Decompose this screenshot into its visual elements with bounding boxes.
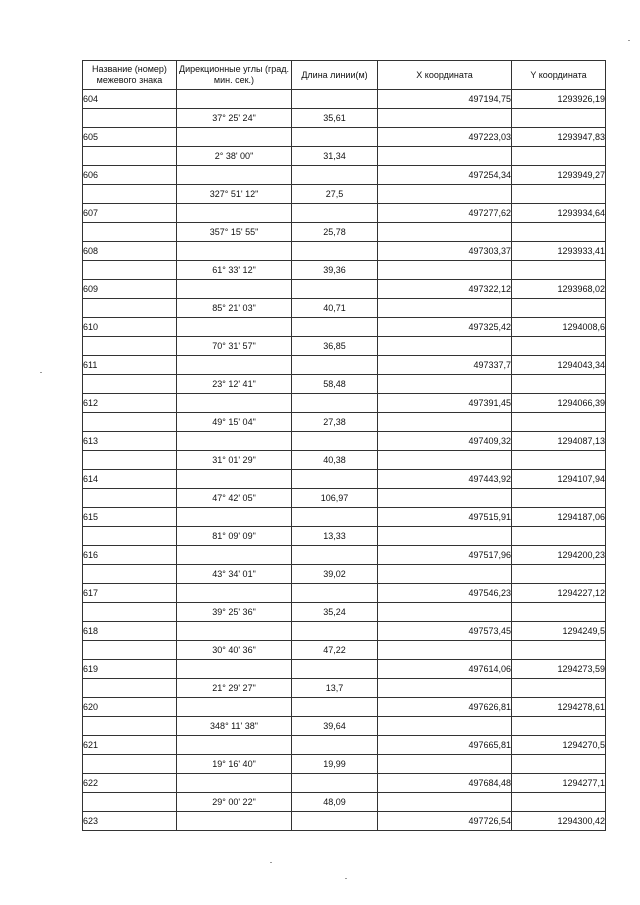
line-length-cell: 35,61	[292, 109, 378, 128]
mark-name-cell: 611	[83, 356, 177, 375]
direction-angle-cell: 30° 40' 36"	[177, 641, 292, 660]
mark-name-cell	[83, 261, 177, 280]
y-coordinate-cell: 1293968,02	[512, 280, 606, 299]
direction-angle-cell: 357° 15' 55"	[177, 223, 292, 242]
line-segment-row	[83, 489, 606, 508]
line-length-cell: 19,99	[292, 755, 378, 774]
direction-angle-cell	[177, 356, 292, 375]
x-coordinate-cell: 497665,81	[378, 736, 512, 755]
direction-angle-cell	[177, 546, 292, 565]
y-coordinate-cell: 1294273,59	[512, 660, 606, 679]
direction-angle-cell: 37° 25' 24"	[177, 109, 292, 128]
y-coordinate-cell	[512, 565, 606, 584]
line-length-cell: 40,38	[292, 451, 378, 470]
y-coordinate-cell	[512, 717, 606, 736]
scan-speck	[40, 372, 42, 373]
line-length-cell	[292, 204, 378, 223]
mark-name-cell: 620	[83, 698, 177, 717]
x-coordinate-cell: 497515,91	[378, 508, 512, 527]
y-coordinate-cell: 1294227,12	[512, 584, 606, 603]
boundary-mark-row	[83, 166, 606, 185]
direction-angle-cell: 348° 11' 38"	[177, 717, 292, 736]
boundary-mark-row	[83, 774, 606, 793]
direction-angle-cell	[177, 242, 292, 261]
line-length-cell	[292, 128, 378, 147]
line-segment-row	[83, 413, 606, 432]
line-length-cell: 27,5	[292, 185, 378, 204]
line-segment-row	[83, 147, 606, 166]
direction-angle-cell: 29° 00' 22"	[177, 793, 292, 812]
y-coordinate-cell	[512, 261, 606, 280]
y-coordinate-cell	[512, 337, 606, 356]
x-coordinate-cell	[378, 451, 512, 470]
line-segment-row	[83, 527, 606, 546]
mark-name-cell: 608	[83, 242, 177, 261]
x-coordinate-cell: 497322,12	[378, 280, 512, 299]
x-coordinate-cell: 497546,23	[378, 584, 512, 603]
y-coordinate-cell: 1294300,42	[512, 812, 606, 831]
line-segment-row	[83, 375, 606, 394]
mark-name-cell: 613	[83, 432, 177, 451]
mark-name-cell: 617	[83, 584, 177, 603]
boundary-mark-row	[83, 242, 606, 261]
boundary-mark-row	[83, 356, 606, 375]
mark-name-cell: 616	[83, 546, 177, 565]
line-length-cell: 39,64	[292, 717, 378, 736]
x-coordinate-cell	[378, 527, 512, 546]
boundary-mark-row	[83, 736, 606, 755]
line-length-cell: 47,22	[292, 641, 378, 660]
line-segment-row	[83, 641, 606, 660]
direction-angle-cell: 39° 25' 36"	[177, 603, 292, 622]
line-segment-row	[83, 603, 606, 622]
header-y-coordinate: Y координата	[512, 61, 606, 90]
direction-angle-cell: 2° 38' 00"	[177, 147, 292, 166]
y-coordinate-cell: 1293949,27	[512, 166, 606, 185]
line-length-cell: 35,24	[292, 603, 378, 622]
direction-angle-cell	[177, 508, 292, 527]
line-segment-row	[83, 299, 606, 318]
line-length-cell: 36,85	[292, 337, 378, 356]
x-coordinate-cell: 497391,45	[378, 394, 512, 413]
boundary-mark-row	[83, 546, 606, 565]
mark-name-cell: 614	[83, 470, 177, 489]
boundary-mark-row	[83, 660, 606, 679]
line-segment-row	[83, 565, 606, 584]
mark-name-cell	[83, 223, 177, 242]
line-length-cell	[292, 166, 378, 185]
line-segment-row	[83, 451, 606, 470]
y-coordinate-cell: 1294270,5	[512, 736, 606, 755]
line-length-cell	[292, 90, 378, 109]
y-coordinate-cell: 1294277,1	[512, 774, 606, 793]
x-coordinate-cell: 497614,06	[378, 660, 512, 679]
y-coordinate-cell	[512, 489, 606, 508]
x-coordinate-cell	[378, 413, 512, 432]
y-coordinate-cell	[512, 147, 606, 166]
mark-name-cell	[83, 185, 177, 204]
line-length-cell: 31,34	[292, 147, 378, 166]
direction-angle-cell	[177, 698, 292, 717]
line-length-cell	[292, 280, 378, 299]
line-length-cell: 25,78	[292, 223, 378, 242]
x-coordinate-cell: 497626,81	[378, 698, 512, 717]
y-coordinate-cell	[512, 679, 606, 698]
line-length-cell	[292, 318, 378, 337]
x-coordinate-cell	[378, 717, 512, 736]
y-coordinate-cell: 1293947,83	[512, 128, 606, 147]
direction-angle-cell: 43° 34' 01"	[177, 565, 292, 584]
x-coordinate-cell	[378, 109, 512, 128]
x-coordinate-cell: 497194,75	[378, 90, 512, 109]
x-coordinate-cell	[378, 147, 512, 166]
y-coordinate-cell: 1294087,13	[512, 432, 606, 451]
direction-angle-cell: 21° 29' 27"	[177, 679, 292, 698]
line-segment-row	[83, 109, 606, 128]
direction-angle-cell	[177, 470, 292, 489]
y-coordinate-cell	[512, 413, 606, 432]
mark-name-cell: 610	[83, 318, 177, 337]
line-segment-row	[83, 185, 606, 204]
x-coordinate-cell	[378, 337, 512, 356]
y-coordinate-cell: 1294107,94	[512, 470, 606, 489]
direction-angle-cell	[177, 128, 292, 147]
mark-name-cell	[83, 109, 177, 128]
mark-name-cell	[83, 451, 177, 470]
x-coordinate-cell	[378, 565, 512, 584]
x-coordinate-cell: 497337,7	[378, 356, 512, 375]
x-coordinate-cell: 497223,03	[378, 128, 512, 147]
mark-name-cell: 619	[83, 660, 177, 679]
y-coordinate-cell: 1294043,34	[512, 356, 606, 375]
direction-angle-cell: 85° 21' 03"	[177, 299, 292, 318]
boundary-mark-row	[83, 204, 606, 223]
direction-angle-cell: 23° 12' 41"	[177, 375, 292, 394]
header-line-length: Длина линии(м)	[292, 61, 378, 90]
line-segment-row	[83, 223, 606, 242]
line-length-cell	[292, 546, 378, 565]
y-coordinate-cell	[512, 299, 606, 318]
line-length-cell: 106,97	[292, 489, 378, 508]
y-coordinate-cell: 1293926,19	[512, 90, 606, 109]
x-coordinate-cell	[378, 641, 512, 660]
mark-name-cell: 618	[83, 622, 177, 641]
y-coordinate-cell: 1294278,61	[512, 698, 606, 717]
line-length-cell	[292, 584, 378, 603]
mark-name-cell	[83, 717, 177, 736]
line-length-cell	[292, 812, 378, 831]
line-length-cell	[292, 508, 378, 527]
x-coordinate-cell: 497517,96	[378, 546, 512, 565]
y-coordinate-cell	[512, 109, 606, 128]
line-segment-row	[83, 793, 606, 812]
x-coordinate-cell	[378, 185, 512, 204]
line-length-cell	[292, 470, 378, 489]
mark-name-cell	[83, 755, 177, 774]
mark-name-cell	[83, 603, 177, 622]
line-segment-row	[83, 717, 606, 736]
x-coordinate-cell	[378, 793, 512, 812]
mark-name-cell: 622	[83, 774, 177, 793]
y-coordinate-cell	[512, 527, 606, 546]
line-length-cell	[292, 698, 378, 717]
line-length-cell	[292, 736, 378, 755]
x-coordinate-cell: 497409,32	[378, 432, 512, 451]
line-segment-row	[83, 261, 606, 280]
direction-angle-cell	[177, 166, 292, 185]
mark-name-cell	[83, 147, 177, 166]
boundary-mark-row	[83, 698, 606, 717]
mark-name-cell	[83, 565, 177, 584]
line-length-cell: 39,36	[292, 261, 378, 280]
boundary-mark-row	[83, 812, 606, 831]
y-coordinate-cell	[512, 451, 606, 470]
y-coordinate-cell: 1294008,6	[512, 318, 606, 337]
direction-angle-cell: 61° 33' 12"	[177, 261, 292, 280]
direction-angle-cell: 19° 16' 40"	[177, 755, 292, 774]
direction-angle-cell	[177, 812, 292, 831]
boundary-mark-row	[83, 128, 606, 147]
mark-name-cell: 621	[83, 736, 177, 755]
y-coordinate-cell	[512, 375, 606, 394]
direction-angle-cell	[177, 432, 292, 451]
boundary-mark-row	[83, 318, 606, 337]
line-length-cell: 48,09	[292, 793, 378, 812]
x-coordinate-cell	[378, 489, 512, 508]
boundary-mark-row	[83, 508, 606, 527]
x-coordinate-cell	[378, 299, 512, 318]
direction-angle-cell: 70° 31' 57"	[177, 337, 292, 356]
boundary-mark-row	[83, 394, 606, 413]
direction-angle-cell	[177, 622, 292, 641]
scan-speck	[628, 40, 630, 41]
mark-name-cell: 623	[83, 812, 177, 831]
line-length-cell: 27,38	[292, 413, 378, 432]
line-length-cell	[292, 242, 378, 261]
x-coordinate-cell: 497684,48	[378, 774, 512, 793]
x-coordinate-cell	[378, 261, 512, 280]
mark-name-cell: 605	[83, 128, 177, 147]
x-coordinate-cell: 497443,92	[378, 470, 512, 489]
mark-name-cell	[83, 489, 177, 508]
line-length-cell	[292, 660, 378, 679]
y-coordinate-cell	[512, 603, 606, 622]
direction-angle-cell	[177, 736, 292, 755]
line-length-cell: 58,48	[292, 375, 378, 394]
direction-angle-cell	[177, 318, 292, 337]
line-length-cell	[292, 356, 378, 375]
direction-angle-cell	[177, 774, 292, 793]
x-coordinate-cell	[378, 755, 512, 774]
mark-name-cell	[83, 375, 177, 394]
direction-angle-cell: 31° 01' 29"	[177, 451, 292, 470]
mark-name-cell: 612	[83, 394, 177, 413]
mark-name-cell	[83, 337, 177, 356]
x-coordinate-cell: 497303,37	[378, 242, 512, 261]
line-length-cell: 13,33	[292, 527, 378, 546]
x-coordinate-cell	[378, 679, 512, 698]
boundary-mark-row	[83, 470, 606, 489]
x-coordinate-cell: 497254,34	[378, 166, 512, 185]
line-length-cell: 40,71	[292, 299, 378, 318]
y-coordinate-cell	[512, 223, 606, 242]
mark-name-cell	[83, 793, 177, 812]
y-coordinate-cell: 1294200,23	[512, 546, 606, 565]
x-coordinate-cell: 497325,42	[378, 318, 512, 337]
y-coordinate-cell: 1294187,06	[512, 508, 606, 527]
mark-name-cell	[83, 299, 177, 318]
line-length-cell	[292, 774, 378, 793]
x-coordinate-cell: 497277,62	[378, 204, 512, 223]
line-length-cell	[292, 432, 378, 451]
direction-angle-cell: 49° 15' 04"	[177, 413, 292, 432]
mark-name-cell: 615	[83, 508, 177, 527]
y-coordinate-cell: 1293934,64	[512, 204, 606, 223]
x-coordinate-cell	[378, 603, 512, 622]
direction-angle-cell	[177, 90, 292, 109]
scan-speck	[270, 862, 272, 863]
boundary-mark-row	[83, 432, 606, 451]
table-body	[83, 90, 606, 831]
boundary-coordinates-table	[82, 60, 606, 831]
direction-angle-cell	[177, 584, 292, 603]
line-length-cell	[292, 622, 378, 641]
direction-angle-cell	[177, 394, 292, 413]
boundary-mark-row	[83, 90, 606, 109]
direction-angle-cell	[177, 280, 292, 299]
header-mark-name: Название (номер) межевого знака	[83, 61, 177, 90]
mark-name-cell: 609	[83, 280, 177, 299]
y-coordinate-cell: 1294249,5	[512, 622, 606, 641]
y-coordinate-cell	[512, 641, 606, 660]
direction-angle-cell: 81° 09' 09"	[177, 527, 292, 546]
line-segment-row	[83, 755, 606, 774]
mark-name-cell: 606	[83, 166, 177, 185]
mark-name-cell	[83, 679, 177, 698]
mark-name-cell	[83, 641, 177, 660]
mark-name-cell: 604	[83, 90, 177, 109]
boundary-mark-row	[83, 584, 606, 603]
y-coordinate-cell	[512, 185, 606, 204]
direction-angle-cell	[177, 660, 292, 679]
direction-angle-cell	[177, 204, 292, 223]
line-length-cell: 13,7	[292, 679, 378, 698]
mark-name-cell: 607	[83, 204, 177, 223]
x-coordinate-cell	[378, 375, 512, 394]
direction-angle-cell: 327° 51' 12"	[177, 185, 292, 204]
header-direction-angle: Дирекционные углы (град. мин. сек.)	[177, 61, 292, 90]
x-coordinate-cell	[378, 223, 512, 242]
line-segment-row	[83, 337, 606, 356]
x-coordinate-cell: 497573,45	[378, 622, 512, 641]
y-coordinate-cell	[512, 793, 606, 812]
boundary-mark-row	[83, 280, 606, 299]
table-header-row	[83, 61, 606, 90]
y-coordinate-cell	[512, 755, 606, 774]
boundary-mark-row	[83, 622, 606, 641]
direction-angle-cell: 47° 42' 05"	[177, 489, 292, 508]
line-length-cell: 39,02	[292, 565, 378, 584]
mark-name-cell	[83, 413, 177, 432]
line-length-cell	[292, 394, 378, 413]
mark-name-cell	[83, 527, 177, 546]
y-coordinate-cell: 1293933,41	[512, 242, 606, 261]
scan-speck	[345, 878, 347, 879]
header-x-coordinate: X координата	[378, 61, 512, 90]
line-segment-row	[83, 679, 606, 698]
x-coordinate-cell: 497726,54	[378, 812, 512, 831]
y-coordinate-cell: 1294066,39	[512, 394, 606, 413]
